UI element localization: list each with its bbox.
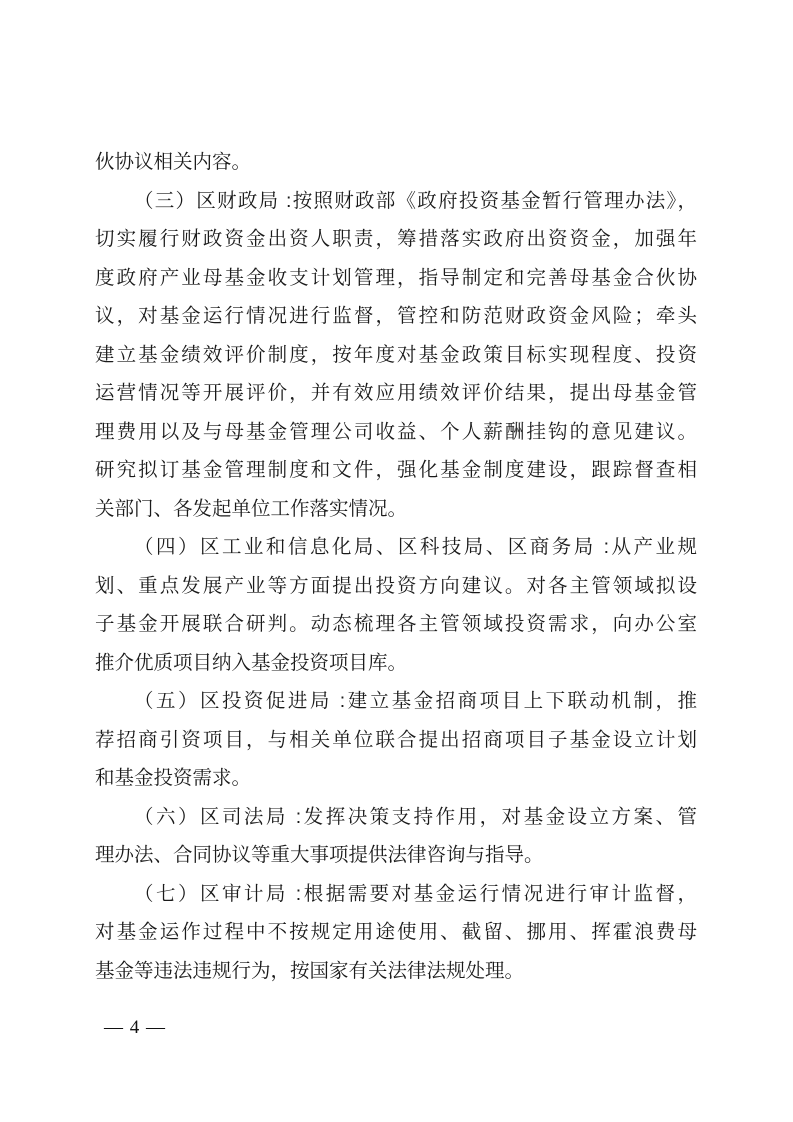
text-line: 建立基金绩效评价制度，按年度对基金政策目标实现程度、投资 [95, 343, 697, 366]
text-line: 研究拟订基金管理制度和文件，强化基金制度建设，跟踪督查相 [95, 459, 697, 481]
text-line: 理办法、合同协议等重大事项提供法律咨询与指导。 [95, 844, 544, 866]
page-footer [104, 1013, 166, 1043]
text-line: 推介优质项目纳入基金投资项目库。 [95, 651, 408, 674]
text-line: 伙协议相关内容。 [95, 151, 252, 173]
text-line: 运营情况等开展评价，并有效应用绩效评价结果，提出母基金管 [95, 382, 697, 404]
text-line: 度政府产业母基金收支计划管理，指导制定和完善母基金合伙协 [95, 266, 697, 289]
text-line: （三）区财政局 :按照财政部《政府投资基金暂行管理办法》， [134, 189, 697, 212]
text-line: （七）区审计局 :根据需要对基金运行情况进行审计监督， [134, 882, 697, 905]
text-line: （五）区投资促进局 :建立基金招商项目上下联动机制，推 [134, 690, 697, 712]
text-line: （六）区司法局 :发挥决策支持作用，对基金设立方案、管 [134, 805, 697, 828]
text-line: 子基金开展联合研判。动态梳理各主管领域投资需求，向办公室 [95, 613, 697, 635]
text-line: 对基金运作过程中不按规定用途使用、截留、挪用、挥霍浪费母 [95, 921, 697, 943]
text-line: 切实履行财政资金出资人职责，筹措落实政府出资资金，加强年 [95, 228, 697, 250]
text-line: 议，对基金运行情况进行监督，管控和防范财政资金风险；牵头 [95, 305, 697, 327]
text-line: 荐招商引资项目，与相关单位联合提出招商项目子基金设立计划 [95, 728, 697, 751]
page-number: — 4 — [104, 1017, 166, 1038]
text-line: 关部门、各发起单位工作落实情况。 [95, 497, 408, 520]
text-line: 和基金投资需求。 [95, 767, 252, 789]
text-line: （四）区工业和信息化局、区科技局、区商务局 :从产业规 [134, 536, 697, 558]
text-line: 理费用以及与母基金管理公司收益、个人薪酬挂钩的意见建议。 [95, 420, 697, 443]
text-line: 划、重点发展产业等方面提出投资方向建议。对各主管领域拟设 [95, 574, 697, 597]
text-line: 基金等违法违规行为，按国家有关法律法规处理。 [95, 959, 525, 982]
document-body [95, 143, 697, 990]
